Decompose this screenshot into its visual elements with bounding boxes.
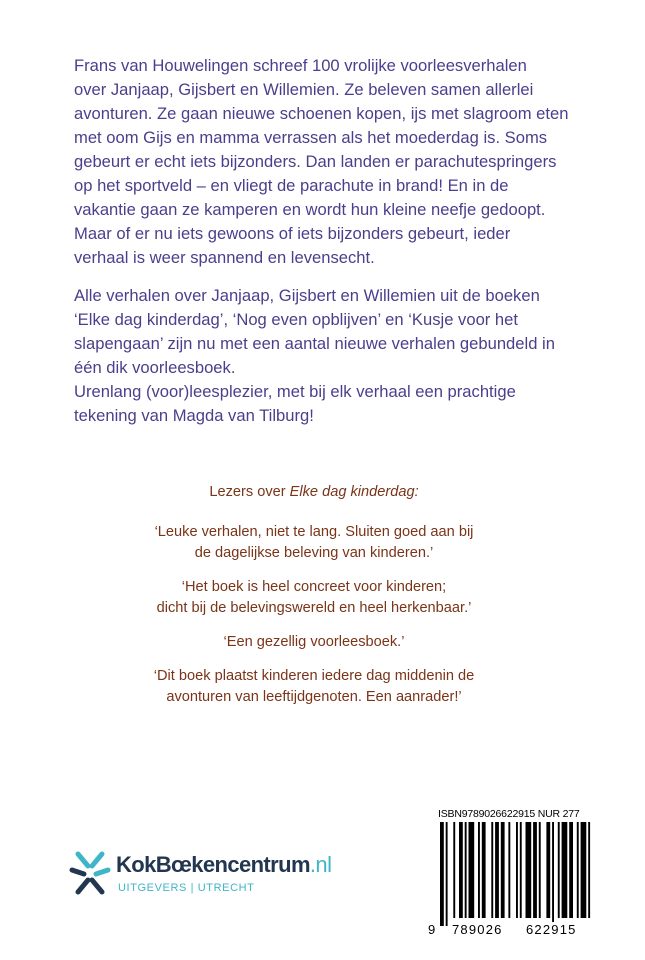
- blurb-line: Frans van Houwelingen schreef 100 vrolijke voorleesverhalen: [74, 56, 527, 75]
- barcode-icon: [432, 822, 596, 926]
- blurb-line: Alle verhalen over Janjaap, Gijsbert en Willemien uit de boeken: [74, 286, 540, 305]
- ean-first-digit: 9: [428, 922, 437, 937]
- kokboekencentrum-logo-icon: [68, 846, 112, 898]
- back-cover-blurb: [74, 54, 594, 428]
- blurb-line: op het sportveld – en vliegt de parachute in brand! En in de: [74, 176, 509, 195]
- blurb-line: één dik voorleesboek.: [74, 358, 236, 377]
- blurb-line: ‘Elke dag kinderdag’, ‘Nog even opblijven’ en ‘Kusje voor het: [74, 310, 519, 329]
- review-quote: [74, 666, 554, 708]
- review-quote-line: dicht bij de belevingswereld en heel herkenbaar.’: [156, 600, 472, 616]
- blurb-line: slapengaan’ zijn nu met een aantal nieuwe verhalen gebundeld in: [74, 334, 555, 353]
- review-quote-line: ‘Leuke verhalen, niet te lang. Sluiten goed aan bij: [154, 524, 474, 540]
- review-quote-line: ‘Een gezellig voorleesboek.’: [223, 634, 405, 650]
- review-quote-line: de dagelijkse beleving van kinderen.’: [194, 545, 434, 561]
- ean-right-digits: 622915: [526, 922, 577, 937]
- publisher-logo: [68, 846, 332, 906]
- isbn-barcode: [428, 808, 600, 938]
- blurb-line: Maar of er nu iets gewoons of iets bijzonders gebeurt, ieder: [74, 224, 511, 243]
- reviews-heading-prefix: Lezers over: [209, 484, 290, 500]
- review-quote-line: ‘Het boek is heel concreet voor kinderen;: [181, 579, 447, 595]
- blurb-line: Urenlang (voor)leesplezier, met bij elk verhaal een prachtige: [74, 382, 516, 401]
- blurb-line: met oom Gijs en mamma verrassen als het moederdag is. Soms: [74, 128, 548, 147]
- reader-reviews: [74, 482, 554, 721]
- blurb-line: gebeurt er echt iets bijzonders. Dan landen er parachutespringers: [74, 152, 557, 171]
- ean-left-digits: 789026: [452, 922, 503, 937]
- publisher-name-tld: .nl: [309, 852, 332, 877]
- reviews-heading: [74, 482, 554, 503]
- review-quote: [74, 522, 554, 564]
- blurb-line: verhaal is weer spannend en levensecht.: [74, 248, 375, 267]
- review-quote: [74, 577, 554, 619]
- blurb-paragraph-1: [74, 54, 594, 270]
- review-quote: [74, 632, 554, 653]
- blurb-paragraph-3: [74, 380, 594, 428]
- blurb-paragraph-2: [74, 284, 594, 380]
- blurb-line: over Janjaap, Gijsbert en Willemien. Ze beleven samen allerlei: [74, 80, 534, 99]
- blurb-line: vakantie gaan ze kamperen en wordt hun kleine neefje gedoopt.: [74, 200, 546, 219]
- reviews-heading-book-title: Elke dag kinderdag:: [289, 484, 419, 500]
- review-quote-line: avonturen van leeftijdgenoten. Een aanrader!’: [166, 689, 462, 705]
- publisher-name-main: KokBœkencentrum: [116, 852, 310, 877]
- blurb-line: avonturen. Ze gaan nieuwe schoenen kopen, ijs met slagroom eten: [74, 104, 569, 123]
- publisher-name: [116, 852, 331, 878]
- publisher-subtitle: UITGEVERS | UTRECHT: [118, 882, 255, 894]
- review-quote-line: ‘Dit boek plaatst kinderen iedere dag middenin de: [153, 668, 475, 684]
- blurb-line: tekening van Magda van Tilburg!: [74, 406, 314, 425]
- isbn-number: ISBN9789026622915 NUR 277: [438, 808, 580, 820]
